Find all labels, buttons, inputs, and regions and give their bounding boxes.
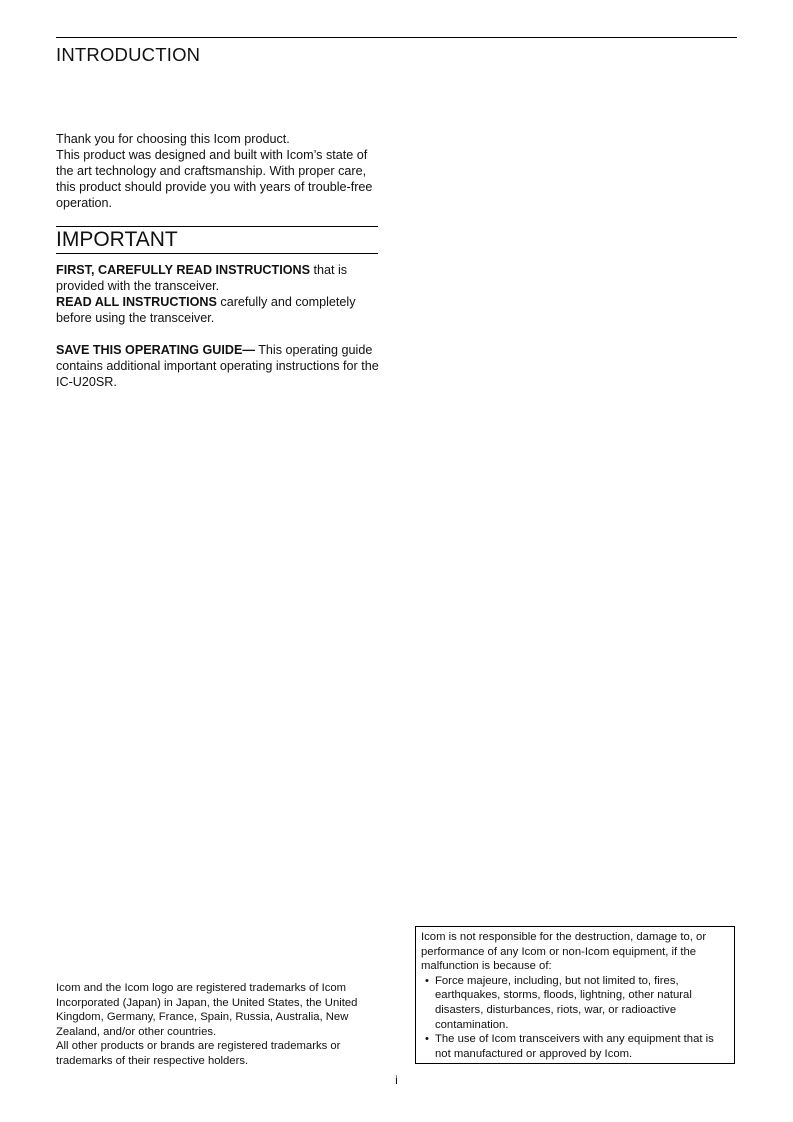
disclaimer-list [421,974,729,1062]
important-item [56,262,384,294]
intro-line: Thank you for choosing this Icom product. [56,132,290,146]
disclaimer-bullet-text: Force majeure, including, but not limited to, fires, earthquakes, storms, floods, lightning, other natural disasters, disturbances, riots, war, or radioactive contamination. [435,974,692,1031]
trademark-line: Icom and the Icom logo are registered trademarks of Icom Incorporated (Japan) in Japan, the United States, the United Kingdom, Germany, France, Spain, Russia, Australia, New Zealand, and/or other countries. [56,982,358,1038]
disclaimer-bullet [421,974,729,1032]
disclaimer-box [415,926,735,1064]
header-rule [56,37,737,38]
page-number: i [395,1073,398,1087]
bullet-icon: • [425,974,429,987]
disclaimer-intro: Icom is not responsible for the destruction, damage to, or performance of any Icom or non-Icom equipment, if the malfunction is because of: [421,931,707,973]
disclaimer-bullet-text: The use of Icom transceivers with any equipment that is not manufactured or approved by Icom. [435,1033,714,1060]
trademark-line: All other products or brands are registered trademarks or trademarks of their respective holders. [56,1040,341,1067]
important-rule-top [56,226,378,227]
important-item-bold: READ ALL INSTRUCTIONS [56,295,217,309]
important-rule-bottom [56,253,378,254]
important-heading: IMPORTANT [56,228,178,251]
important-item [56,294,384,326]
important-item-text: carefully and completely before using the transceiver. [56,295,356,325]
disclaimer-bullet [421,1032,729,1061]
intro-line: This product was designed and built with Icom’s state of the art technology and craftsmanship. With proper care, this product should provide you with years of trouble-free operation. [56,148,373,210]
important-body [56,262,384,390]
important-item-text: This operating guide contains additional important operating instructions for the IC-U20SR. [56,343,379,389]
trademark-notice [56,981,386,1069]
important-item-text: that is provided with the transceiver. [56,263,348,293]
intro-text [56,131,381,211]
section-title: INTRODUCTION [56,44,201,65]
important-item-bold: FIRST, CAREFULLY READ INSTRUCTIONS [56,263,310,277]
bullet-icon: • [425,1033,429,1046]
important-item-bold: SAVE THIS OPERATING GUIDE— [56,343,255,357]
important-item [56,342,384,390]
